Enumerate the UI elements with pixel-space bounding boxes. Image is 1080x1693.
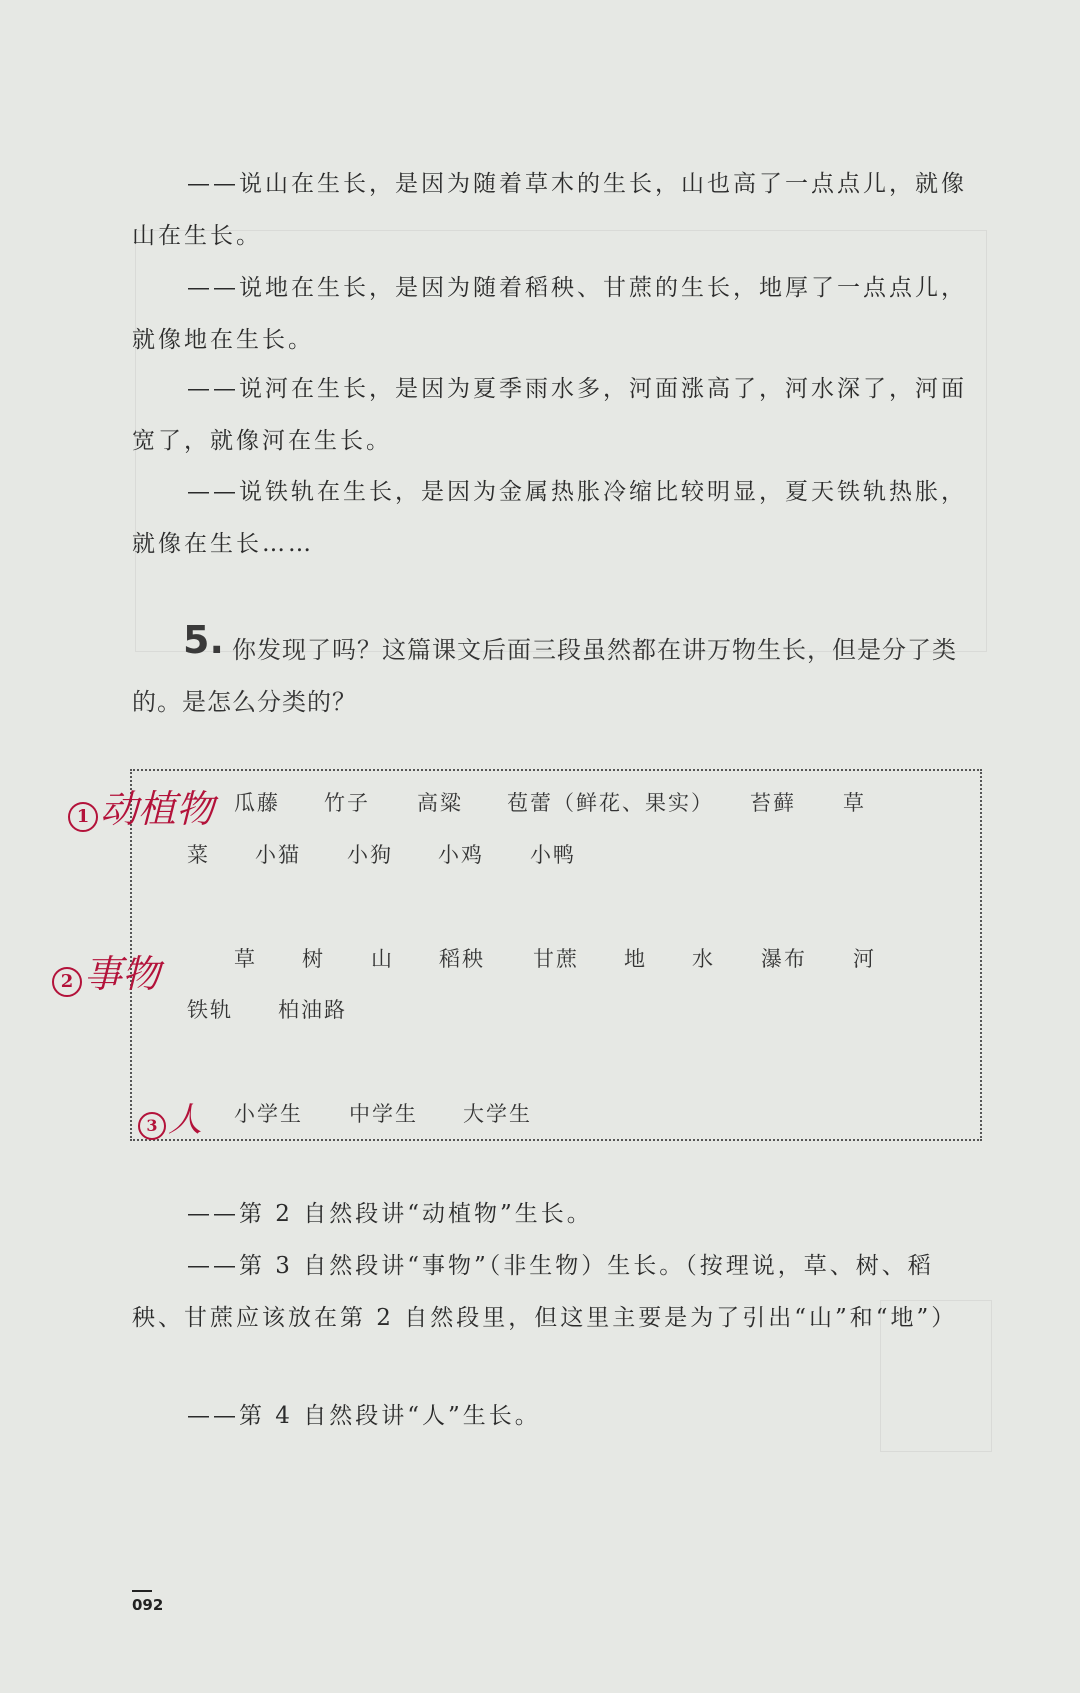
handwritten-text: 事物 [84, 952, 161, 996]
list-item: 中学生 [349, 1102, 418, 1126]
list-item: 甘蔗 [533, 947, 579, 971]
list-item: 草 [843, 791, 866, 815]
handwritten-label-2 [52, 943, 160, 998]
list-item: 地 [624, 947, 647, 971]
list-item: 菜 [187, 843, 210, 867]
page-number: 092 [132, 1596, 164, 1614]
paragraph-earth: ——说地在生长，是因为随着稻秧、甘蔗的生长，地厚了一点点儿，就像地在生长。 [132, 275, 967, 353]
handwritten-label-1 [68, 778, 214, 833]
question-number: 5. [183, 618, 224, 662]
answer-paragraph-3: ——第 3 自然段讲“事物”（非生物）生长。（按理说，草、树、稻秧、甘蔗应该放在第 2 自然段里，但这里主要是为了引出“山”和“地”） [132, 1253, 958, 1331]
list-item: 苞蕾（鲜花、果实） [507, 791, 714, 815]
handwritten-label-3 [138, 1092, 202, 1141]
list-item: 小学生 [234, 1102, 303, 1126]
circled-number: 3 [138, 1112, 166, 1140]
list-item: 铁轨 [187, 998, 233, 1022]
list-item: 瓜藤 [234, 791, 280, 815]
list-item: 草 [234, 947, 257, 971]
list-item: 水 [692, 947, 715, 971]
list-item: 高粱 [417, 791, 463, 815]
list-item: 瀑布 [761, 947, 807, 971]
handwritten-text: 动植物 [100, 787, 215, 831]
list-item: 苔藓 [750, 791, 796, 815]
list-item: 大学生 [463, 1102, 532, 1126]
answer-paragraph-2: ——第 2 自然段讲“动植物”生长。 [187, 1201, 593, 1227]
list-item: 树 [302, 947, 325, 971]
answer-paragraph-4: ——第 4 自然段讲“人”生长。 [187, 1403, 541, 1429]
list-item: 小鸡 [438, 843, 484, 867]
paragraph-rail: ——说铁轨在生长，是因为金属热胀冷缩比较明显，夏天铁轨热胀，就像在生长…… [132, 479, 967, 557]
list-item: 小鸭 [530, 843, 576, 867]
paragraph-river: ——说河在生长，是因为夏季雨水多，河面涨高了，河水深了，河面宽了，就像河在生长。 [132, 376, 967, 454]
circled-number: 2 [52, 967, 82, 997]
list-item: 河 [853, 947, 876, 971]
handwritten-text: 人 [168, 1100, 202, 1140]
list-item: 小狗 [347, 843, 393, 867]
list-item: 山 [371, 947, 394, 971]
list-item: 竹子 [324, 791, 370, 815]
question-text: 你发现了吗？这篇课文后面三段虽然都在讲万物生长，但是分了类的。是怎么分类的？ [132, 636, 957, 716]
list-item: 稻秧 [439, 947, 485, 971]
paragraph-mountain: ——说山在生长，是因为随着草木的生长，山也高了一点点儿，就像山在生长。 [132, 171, 967, 249]
circled-number: 1 [68, 802, 98, 832]
page-number-rule [132, 1590, 152, 1592]
list-item: 柏油路 [278, 998, 347, 1022]
list-item: 小猫 [255, 843, 301, 867]
